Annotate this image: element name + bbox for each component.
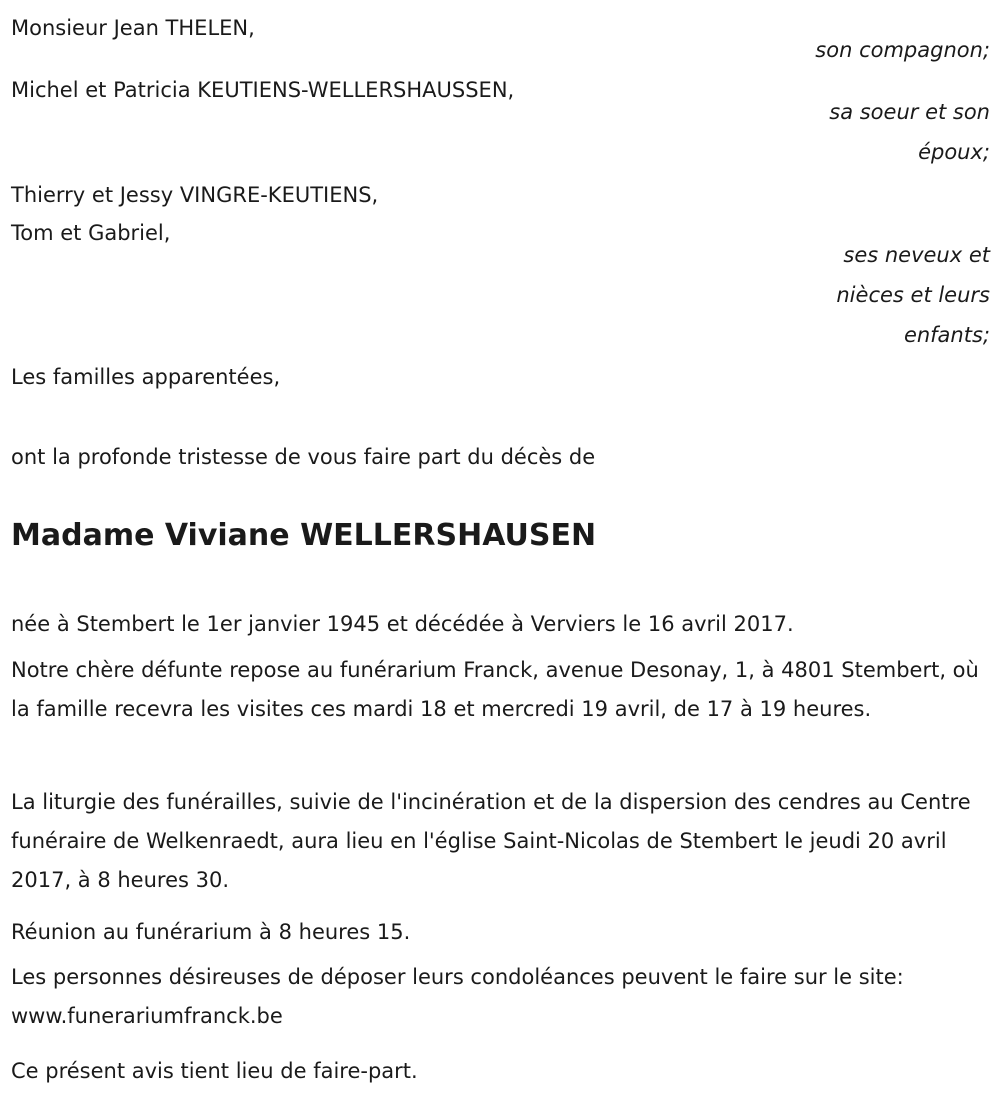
paragraph-notice: Ce présent avis tient lieu de faire-part.	[11, 1059, 418, 1083]
family-name-1: Monsieur Jean THELEN,	[11, 16, 255, 40]
relation-2-line-2: époux;	[918, 140, 990, 164]
family-name-3: Thierry et Jessy VINGRE-KEUTIENS,	[11, 183, 379, 207]
family-name-3b: Tom et Gabriel,	[11, 221, 171, 245]
relation-3-line-3: enfants;	[903, 323, 990, 347]
deceased-name: Madame Viviane WELLERSHAUSEN	[11, 518, 597, 553]
paragraph-visitation: Notre chère défunte repose au funérarium Franck, avenue Desonay, 1, à 4801 Stembert, où la famille recevra les visites ces mardi 18 et mercredi 19 avril, de 17 à 19 heures.	[11, 658, 979, 721]
relation-3-line-2: nièces et leurs	[836, 283, 990, 307]
announcement: ont la profonde tristesse de vous faire part du décès de	[11, 445, 596, 469]
paragraph-condolences: Les personnes désireuses de déposer leurs condoléances peuvent le faire sur le site: www.funerariumfranck.be	[11, 965, 904, 1028]
family-name-2: Michel et Patricia KEUTIENS-WELLERSHAUSSEN,	[11, 78, 515, 102]
paragraph-funeral: La liturgie des funérailles, suivie de l'incinération et de la dispersion des cendres au Centre funéraire de Welkenraedt, aura lieu en l'église Saint-Nicolas de Stembert le jeudi 20 avril 2017, à 8 heures 30.	[11, 790, 971, 892]
relation-3-line-1: ses neveux et	[843, 243, 990, 267]
relation-1: son compagnon;	[815, 38, 990, 62]
paragraph-birth-death: née à Stembert le 1er janvier 1945 et décédée à Verviers le 16 avril 2017.	[11, 612, 794, 636]
paragraph-meeting: Réunion au funérarium à 8 heures 15.	[11, 920, 411, 944]
family-name-4: Les familles apparentées,	[11, 365, 281, 389]
relation-2-line-1: sa soeur et son	[829, 100, 990, 124]
